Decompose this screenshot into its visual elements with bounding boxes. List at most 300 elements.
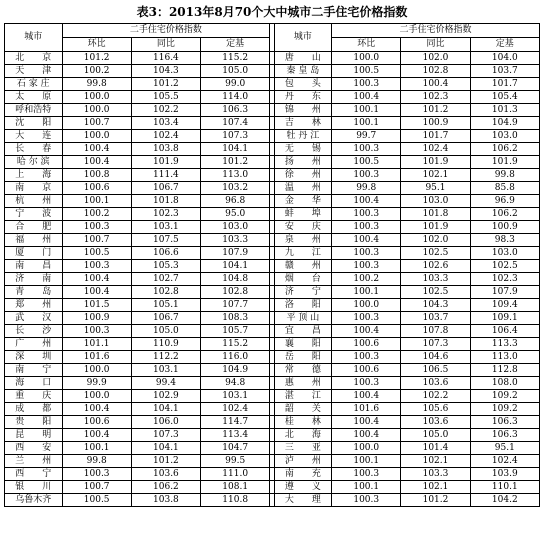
right-city-cell: 烟 台 [274,273,332,286]
left-city-cell: 深 圳 [5,351,63,364]
right-base-cell: 109.1 [470,312,539,325]
right-mom-cell: 100.3 [332,260,401,273]
right-base-cell: 110.1 [470,481,539,494]
yoy-header-right: 同比 [401,38,470,52]
left-mom-cell: 100.7 [62,117,131,130]
right-mom-cell: 100.1 [332,481,401,494]
right-base-cell: 98.3 [470,234,539,247]
table-row [5,260,540,273]
left-mom-cell: 101.1 [62,338,131,351]
left-yoy-cell: 106.7 [131,312,200,325]
left-yoy-cell: 111.4 [131,169,200,182]
right-city-cell: 吉 林 [274,117,332,130]
left-base-cell: 111.0 [201,468,270,481]
left-mom-cell: 100.3 [62,260,131,273]
right-base-cell: 102.5 [470,260,539,273]
left-yoy-cell: 112.2 [131,351,200,364]
right-mom-cell: 100.1 [332,117,401,130]
right-city-cell: 丹 东 [274,91,332,104]
right-yoy-cell: 102.4 [401,143,470,156]
right-yoy-cell: 105.6 [401,403,470,416]
right-city-cell: 赣 州 [274,260,332,273]
table-body [5,52,540,507]
right-city-cell: 襄 阳 [274,338,332,351]
right-base-cell: 113.0 [470,351,539,364]
table-row [5,169,540,182]
right-yoy-cell: 101.9 [401,221,470,234]
right-city-cell: 宜 昌 [274,325,332,338]
right-yoy-cell: 102.8 [401,65,470,78]
left-base-cell: 104.1 [201,143,270,156]
right-base-cell: 106.2 [470,143,539,156]
left-base-cell: 116.0 [201,351,270,364]
left-city-cell: 兰 州 [5,455,63,468]
left-base-cell: 113.4 [201,429,270,442]
table-title: 表3：2013年8月70个大中城市二手住宅价格指数 [136,5,408,19]
left-city-cell: 乌鲁木齐 [5,494,63,507]
left-base-cell: 101.2 [201,156,270,169]
left-city-cell: 北 京 [5,52,63,65]
left-yoy-cell: 105.0 [131,325,200,338]
left-mom-cell: 99.8 [62,455,131,468]
right-base-cell: 104.9 [470,117,539,130]
left-city-cell: 上 海 [5,169,63,182]
right-mom-cell: 100.4 [332,195,401,208]
left-yoy-cell: 107.5 [131,234,200,247]
right-yoy-cell: 102.3 [401,91,470,104]
left-mom-cell: 100.0 [62,130,131,143]
left-yoy-cell: 101.2 [131,78,200,91]
table-row [5,234,540,247]
left-yoy-cell: 102.8 [131,286,200,299]
left-base-cell: 114.7 [201,416,270,429]
left-city-cell: 哈 尔 滨 [5,156,63,169]
left-yoy-cell: 104.3 [131,65,200,78]
left-city-cell: 南 宁 [5,364,63,377]
right-yoy-cell: 101.2 [401,104,470,117]
left-yoy-cell: 103.8 [131,143,200,156]
table-row [5,104,540,117]
table-row [5,455,540,468]
right-base-cell: 101.7 [470,78,539,91]
left-yoy-cell: 103.1 [131,364,200,377]
index-group-header-right: 二手住宅价格指数 [332,24,540,38]
left-base-cell: 108.1 [201,481,270,494]
right-base-cell: 100.9 [470,221,539,234]
right-yoy-cell: 102.0 [401,234,470,247]
base-header-right: 定基 [470,38,539,52]
left-base-cell: 115.2 [201,52,270,65]
right-mom-cell: 100.3 [332,221,401,234]
right-base-cell: 104.0 [470,52,539,65]
right-city-cell: 九 江 [274,247,332,260]
right-base-cell: 104.2 [470,494,539,507]
right-city-cell: 温 州 [274,182,332,195]
left-mom-cell: 100.6 [62,416,131,429]
right-yoy-cell: 103.3 [401,468,470,481]
right-mom-cell: 100.3 [332,468,401,481]
left-base-cell: 107.3 [201,130,270,143]
table-row [5,117,540,130]
table-row [5,312,540,325]
right-mom-cell: 100.4 [332,390,401,403]
left-base-cell: 104.1 [201,260,270,273]
left-mom-cell: 100.7 [62,234,131,247]
left-city-cell: 太 原 [5,91,63,104]
left-mom-cell: 100.4 [62,156,131,169]
right-mom-cell: 100.4 [332,234,401,247]
table-row [5,208,540,221]
table-row [5,325,540,338]
right-yoy-cell: 104.6 [401,351,470,364]
right-mom-cell: 100.4 [332,429,401,442]
left-yoy-cell: 116.4 [131,52,200,65]
right-mom-cell: 100.0 [332,52,401,65]
right-base-cell: 101.3 [470,104,539,117]
left-base-cell: 103.0 [201,221,270,234]
right-city-cell: 北 海 [274,429,332,442]
left-mom-cell: 100.5 [62,494,131,507]
right-city-cell: 遵 义 [274,481,332,494]
right-mom-cell: 100.1 [332,286,401,299]
left-city-cell: 宁 波 [5,208,63,221]
left-mom-cell: 100.0 [62,364,131,377]
right-city-cell: 惠 州 [274,377,332,390]
left-mom-cell: 100.2 [62,65,131,78]
right-mom-cell: 100.4 [332,91,401,104]
left-base-cell: 113.0 [201,169,270,182]
left-base-cell: 110.8 [201,494,270,507]
right-mom-cell: 99.7 [332,130,401,143]
right-mom-cell: 100.6 [332,338,401,351]
left-base-cell: 106.3 [201,104,270,117]
table-row [5,299,540,312]
left-base-cell: 103.3 [201,234,270,247]
left-base-cell: 114.0 [201,91,270,104]
left-mom-cell: 100.4 [62,273,131,286]
right-city-cell: 牡 丹 江 [274,130,332,143]
left-mom-cell: 99.8 [62,78,131,91]
right-base-cell: 85.8 [470,182,539,195]
left-yoy-cell: 101.9 [131,156,200,169]
right-mom-cell: 100.0 [332,299,401,312]
left-base-cell: 94.8 [201,377,270,390]
left-mom-cell: 100.9 [62,312,131,325]
table-row [5,338,540,351]
table-row [5,273,540,286]
left-mom-cell: 101.5 [62,299,131,312]
table-row [5,377,540,390]
right-mom-cell: 100.3 [332,143,401,156]
right-city-cell: 徐 州 [274,169,332,182]
left-mom-cell: 100.3 [62,325,131,338]
table-row [5,351,540,364]
right-base-cell: 102.3 [470,273,539,286]
right-yoy-cell: 101.2 [401,494,470,507]
left-city-cell: 昆 明 [5,429,63,442]
left-mom-cell: 101.2 [62,52,131,65]
table-row [5,78,540,91]
right-yoy-cell: 102.1 [401,169,470,182]
right-city-cell: 秦 皇 岛 [274,65,332,78]
left-yoy-cell: 101.2 [131,455,200,468]
left-yoy-cell: 104.1 [131,442,200,455]
left-city-cell: 大 连 [5,130,63,143]
right-yoy-cell: 107.8 [401,325,470,338]
right-mom-cell: 100.6 [332,364,401,377]
right-city-cell: 泸 州 [274,455,332,468]
left-yoy-cell: 105.3 [131,260,200,273]
left-base-cell: 107.4 [201,117,270,130]
left-city-cell: 成 都 [5,403,63,416]
left-yoy-cell: 102.7 [131,273,200,286]
right-yoy-cell: 95.1 [401,182,470,195]
left-base-cell: 115.2 [201,338,270,351]
left-mom-cell: 100.2 [62,208,131,221]
table-row [5,442,540,455]
left-yoy-cell: 102.9 [131,390,200,403]
right-city-cell: 无 锡 [274,143,332,156]
right-mom-cell: 100.3 [332,247,401,260]
left-mom-cell: 100.5 [62,247,131,260]
right-mom-cell: 100.3 [332,494,401,507]
right-yoy-cell: 101.4 [401,442,470,455]
table-row [5,416,540,429]
right-yoy-cell: 101.7 [401,130,470,143]
right-city-cell: 蚌 埠 [274,208,332,221]
price-index-table [4,23,540,507]
right-yoy-cell: 102.5 [401,247,470,260]
left-base-cell: 105.7 [201,325,270,338]
right-base-cell: 105.4 [470,91,539,104]
right-mom-cell: 100.1 [332,455,401,468]
right-city-cell: 泉 州 [274,234,332,247]
left-yoy-cell: 103.1 [131,221,200,234]
table-row [5,247,540,260]
left-city-cell: 南 昌 [5,260,63,273]
left-mom-cell: 100.0 [62,104,131,117]
right-city-cell: 包 头 [274,78,332,91]
right-mom-cell: 100.5 [332,65,401,78]
table-row [5,364,540,377]
yoy-header-left: 同比 [131,38,200,52]
right-base-cell: 109.2 [470,403,539,416]
table-row [5,182,540,195]
table-row [5,130,540,143]
right-yoy-cell: 107.3 [401,338,470,351]
left-yoy-cell: 106.0 [131,416,200,429]
left-base-cell: 95.0 [201,208,270,221]
table-row [5,52,540,65]
right-base-cell: 113.3 [470,338,539,351]
left-base-cell: 107.9 [201,247,270,260]
right-city-cell: 平 顶 山 [274,312,332,325]
left-yoy-cell: 103.4 [131,117,200,130]
left-base-cell: 104.7 [201,442,270,455]
left-city-cell: 贵 阳 [5,416,63,429]
left-yoy-cell: 105.5 [131,91,200,104]
left-city-cell: 合 肥 [5,221,63,234]
left-city-cell: 石 家 庄 [5,78,63,91]
left-city-cell: 天 津 [5,65,63,78]
right-yoy-cell: 102.1 [401,455,470,468]
left-mom-cell: 100.3 [62,468,131,481]
table-row [5,403,540,416]
right-city-cell: 韶 关 [274,403,332,416]
table-row [5,390,540,403]
table-row [5,65,540,78]
table-row [5,494,540,507]
right-base-cell: 103.0 [470,247,539,260]
left-mom-cell: 100.4 [62,403,131,416]
right-city-cell: 岳 阳 [274,351,332,364]
left-yoy-cell: 101.8 [131,195,200,208]
left-base-cell: 102.8 [201,286,270,299]
right-city-cell: 安 庆 [274,221,332,234]
right-yoy-cell: 103.3 [401,273,470,286]
table-row [5,429,540,442]
table-row [5,468,540,481]
left-base-cell: 99.0 [201,78,270,91]
right-yoy-cell: 102.1 [401,481,470,494]
left-yoy-cell: 103.8 [131,494,200,507]
right-mom-cell: 100.2 [332,273,401,286]
left-mom-cell: 100.7 [62,481,131,494]
right-yoy-cell: 103.7 [401,312,470,325]
left-base-cell: 103.2 [201,182,270,195]
left-yoy-cell: 102.2 [131,104,200,117]
left-base-cell: 104.9 [201,364,270,377]
left-yoy-cell: 103.6 [131,468,200,481]
right-yoy-cell: 102.5 [401,286,470,299]
right-yoy-cell: 101.9 [401,156,470,169]
right-yoy-cell: 102.6 [401,260,470,273]
base-header-left: 定基 [201,38,270,52]
left-city-cell: 南 京 [5,182,63,195]
left-city-cell: 长 沙 [5,325,63,338]
left-mom-cell: 100.4 [62,429,131,442]
left-city-cell: 西 安 [5,442,63,455]
right-yoy-cell: 102.0 [401,52,470,65]
right-mom-cell: 99.8 [332,182,401,195]
right-mom-cell: 100.3 [332,377,401,390]
left-mom-cell: 99.9 [62,377,131,390]
right-mom-cell: 100.0 [332,442,401,455]
left-yoy-cell: 107.3 [131,429,200,442]
right-base-cell: 95.1 [470,442,539,455]
right-yoy-cell: 103.0 [401,195,470,208]
right-city-cell: 桂 林 [274,416,332,429]
left-base-cell: 102.4 [201,403,270,416]
left-mom-cell: 100.1 [62,442,131,455]
right-city-cell: 湛 江 [274,390,332,403]
left-base-cell: 96.8 [201,195,270,208]
left-city-cell: 西 宁 [5,468,63,481]
right-mom-cell: 100.3 [332,169,401,182]
right-city-cell: 常 德 [274,364,332,377]
right-base-cell: 106.2 [470,208,539,221]
right-base-cell: 106.4 [470,325,539,338]
right-city-cell: 金 华 [274,195,332,208]
right-yoy-cell: 103.6 [401,377,470,390]
index-group-header-left: 二手住宅价格指数 [62,24,270,38]
table-row [5,156,540,169]
left-mom-cell: 100.0 [62,91,131,104]
right-base-cell: 102.4 [470,455,539,468]
right-yoy-cell: 101.8 [401,208,470,221]
left-mom-cell: 101.6 [62,351,131,364]
table-row [5,286,540,299]
left-base-cell: 104.8 [201,273,270,286]
right-base-cell: 96.9 [470,195,539,208]
right-city-cell: 南 充 [274,468,332,481]
right-yoy-cell: 100.9 [401,117,470,130]
right-city-cell: 三 亚 [274,442,332,455]
left-yoy-cell: 106.2 [131,481,200,494]
city-header-left: 城市 [5,24,63,52]
left-mom-cell: 100.8 [62,169,131,182]
right-base-cell: 107.9 [470,286,539,299]
left-city-cell: 杭 州 [5,195,63,208]
right-mom-cell: 100.3 [332,351,401,364]
right-yoy-cell: 104.3 [401,299,470,312]
right-mom-cell: 100.3 [332,78,401,91]
left-mom-cell: 100.1 [62,195,131,208]
left-base-cell: 103.1 [201,390,270,403]
left-mom-cell: 100.0 [62,390,131,403]
left-city-cell: 沈 阳 [5,117,63,130]
right-mom-cell: 100.5 [332,156,401,169]
right-city-cell: 大 理 [274,494,332,507]
right-base-cell: 109.4 [470,299,539,312]
left-mom-cell: 100.4 [62,286,131,299]
right-yoy-cell: 100.4 [401,78,470,91]
left-mom-cell: 100.3 [62,221,131,234]
table-row [5,481,540,494]
right-mom-cell: 100.3 [332,208,401,221]
city-header-right: 城市 [274,24,332,52]
right-base-cell: 106.3 [470,429,539,442]
right-city-cell: 洛 阳 [274,299,332,312]
right-yoy-cell: 103.6 [401,416,470,429]
table-row [5,195,540,208]
table-row [5,221,540,234]
left-city-cell: 呼和浩特 [5,104,63,117]
left-city-cell: 武 汉 [5,312,63,325]
left-city-cell: 长 春 [5,143,63,156]
left-city-cell: 青 岛 [5,286,63,299]
right-base-cell: 106.3 [470,416,539,429]
right-mom-cell: 100.4 [332,325,401,338]
right-mom-cell: 100.1 [332,104,401,117]
right-city-cell: 扬 州 [274,156,332,169]
left-yoy-cell: 102.3 [131,208,200,221]
right-base-cell: 101.9 [470,156,539,169]
right-mom-cell: 101.6 [332,403,401,416]
left-mom-cell: 100.6 [62,182,131,195]
right-base-cell: 103.0 [470,130,539,143]
mom-header-right: 环比 [332,38,401,52]
left-yoy-cell: 102.4 [131,130,200,143]
left-base-cell: 107.7 [201,299,270,312]
left-yoy-cell: 106.6 [131,247,200,260]
left-city-cell: 福 州 [5,234,63,247]
left-base-cell: 99.5 [201,455,270,468]
left-city-cell: 济 南 [5,273,63,286]
right-city-cell: 锦 州 [274,104,332,117]
left-city-cell: 重 庆 [5,390,63,403]
header-row-1 [5,24,540,38]
